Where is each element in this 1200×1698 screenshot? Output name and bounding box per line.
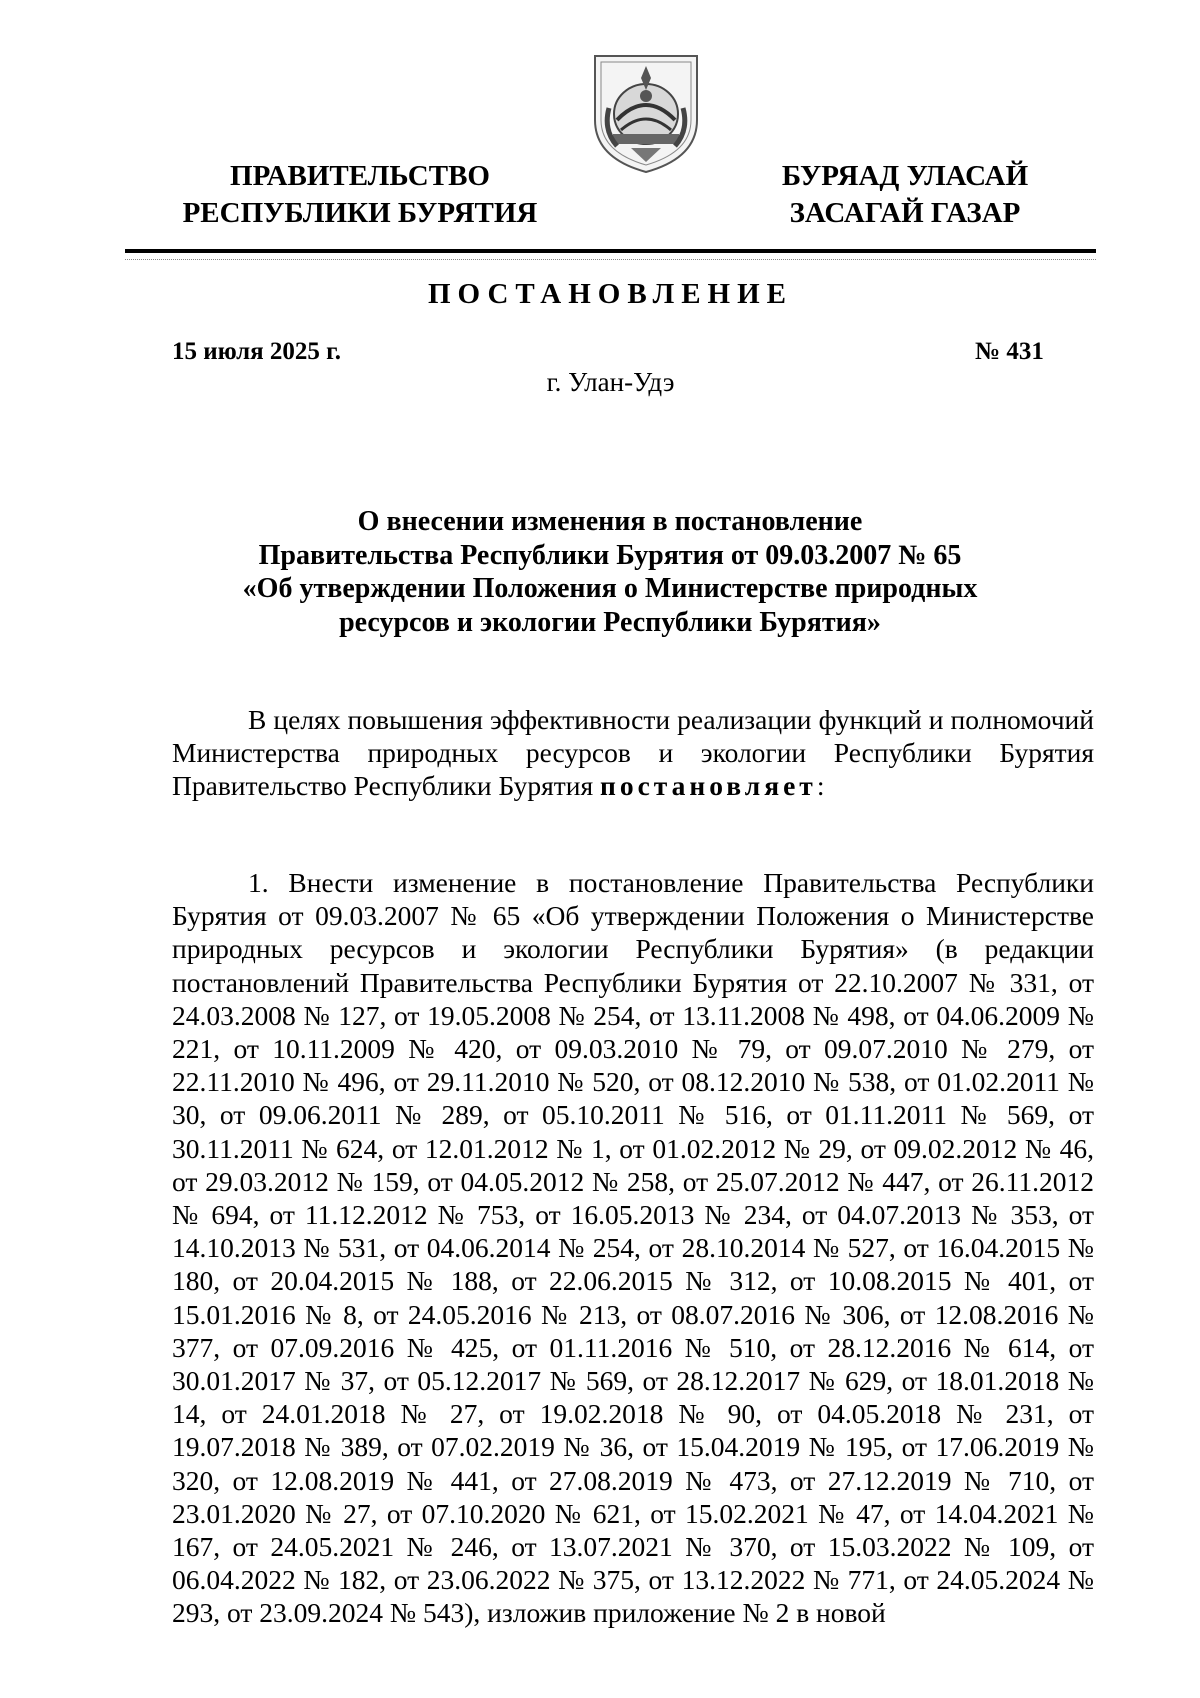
- org-ru-line1: ПРАВИТЕЛЬСТВО: [230, 160, 490, 192]
- org-ru-line2: РЕСПУБЛИКИ БУРЯТИЯ: [182, 197, 538, 229]
- title-line4: ресурсов и экологии Республики Бурятия»: [339, 606, 881, 638]
- document-city: г. Улан-Удэ: [546, 367, 675, 397]
- document-date: 15 июля 2025 г.: [172, 338, 341, 365]
- org-bua-line1: БУРЯАД УЛАСАЙ: [781, 160, 1029, 192]
- intro-paragraph: [172, 703, 1094, 803]
- document-title: [220, 505, 1000, 639]
- intro-tail: :: [816, 770, 825, 802]
- header-rule-dotted: [125, 259, 1096, 260]
- title-line3: «Об утверждении Положения о Министерстве природных: [242, 573, 978, 604]
- document-number: № 431: [975, 338, 1044, 365]
- coat-of-arms-icon: [587, 50, 705, 176]
- org-name-russian: [170, 158, 550, 232]
- paragraph-1: 1. Внести изменение в постановление Правительства Республики Бурятия от 09.03.2007 № 65 «Об утверждении Положения о Министерстве природных ресурсов и экологии Республики Бурятия» (в редакции постановлений Правительства Республики Бурятия от 22.10.2007 № 331, от 24.03.2008 № 127, от 19.05.2008 № 254, от 13.11.2008 № 498, от 04.06.2009 № 221, от 10.11.2009 № 420, от 09.03.2010 № 79, от 09.07.2010 № 279, от 22.11.2010 № 496, от 29.11.2010 № 520, от 08.12.2010 № 538, от 01.02.2011 № 30, от 09.06.2011 № 289, от 05.10.2011 № 516, от 01.11.2011 № 569, от 30.11.2011 № 624, от 12.01.2012 № 1, от 01.02.2012 № 29, от 09.02.2012 № 46, от 29.03.2012 № 159, от 04.05.2012 № 258, от 25.07.2012 № 447, от 26.11.2012 № 694, от 11.12.2012 № 753, от 16.05.2013 № 234, от 04.07.2013 № 353, от 14.10.2013 № 531, от 04.06.2014 № 254, от 28.10.2014 № 527, от 16.04.2015 № 180, от 20.04.2015 № 188, от 22.06.2015 № 312, от 10.08.2015 № 401, от 15.01.2016 № 8, от 24.05.2016 № 213, от 08.07.2016 № 306, от 12.08.2016 № 377, от 07.09.2016 № 425, от 01.11.2016 № 510, от 28.12.2016 № 614, от 30.01.2017 № 37, от 05.12.2017 № 569, от 28.12.2017 № 629, от 18.01.2018 № 14, от 24.01.2018 № 27, от 19.02.2018 № 90, от 04.05.2018 № 231, от 19.07.2018 № 389, от 07.02.2019 № 36, от 15.04.2019 № 195, от 17.06.2019 № 320, от 12.08.2019 № 441, от 27.08.2019 № 473, от 27.12.2019 № 710, от 23.01.2020 № 27, от 07.10.2020 № 621, от 15.02.2021 № 47, от 14.04.2021 № 167, от 24.05.2021 № 246, от 13.07.2021 № 370, от 15.03.2022 № 109, от 06.04.2022 № 182, от 23.06.2022 № 375, от 13.12.2022 № 771, от 24.05.2024 № 293, от 23.09.2024 № 543), изложив приложение № 2 в новой: [172, 867, 1094, 1629]
- decree-word: постановляет: [600, 770, 817, 802]
- org-bua-line2: ЗАСАГАЙ ГАЗАР: [789, 197, 1021, 229]
- title-line2: Правительства Республики Бурятия от 09.03.2007 № 65: [258, 539, 962, 571]
- org-name-buryat: [740, 158, 1070, 232]
- header-rule: [125, 249, 1096, 253]
- document-type: ПОСТАНОВЛЕНИЕ: [427, 278, 793, 310]
- title-line1: О внесении изменения в постановление: [357, 506, 863, 537]
- intro-text: В целях повышения эффективности реализации функций и полномочий Министерства природных ресурсов и экологии Республики Бурятия Правительство Республики Бурятия: [172, 704, 1094, 802]
